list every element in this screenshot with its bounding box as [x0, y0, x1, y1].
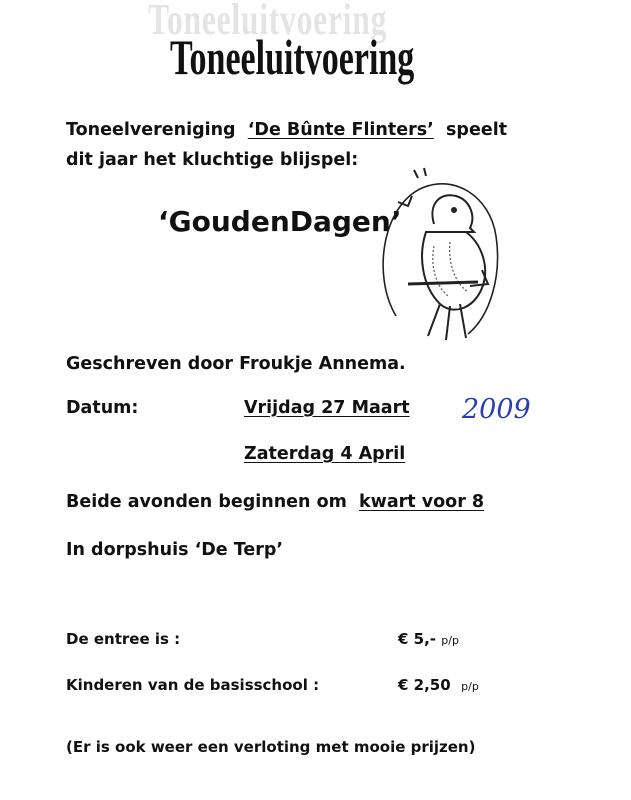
intro-prefix: Toneelvereniging [66, 120, 236, 140]
entry-label: De entree is : [66, 630, 181, 648]
date-label: Datum: [66, 398, 139, 418]
venue-line: In dorpshuis ‘De Terp’ [66, 540, 284, 560]
children-price-unit: p/p [461, 680, 479, 693]
intro-line-2: dit jaar het kluchtige blijspel: [66, 150, 359, 170]
children-price [398, 676, 479, 694]
time-line [66, 492, 484, 512]
entry-price-value: € 5,- [398, 630, 437, 648]
entry-price [398, 630, 459, 648]
poster-title: Toneeluitvoering [170, 29, 415, 85]
time-prefix: Beide avonden beginnen om [66, 492, 347, 512]
club-name: ‘De Bûnte Flinters’ [247, 120, 434, 140]
lottery-note: (Er is ook weer een verloting met mooie prijzen) [66, 738, 476, 756]
intro-suffix: speelt [446, 120, 508, 140]
children-price-value: € 2,50 [398, 676, 451, 694]
date-1: Vrijdag 27 Maart [244, 398, 410, 418]
intro-line-1 [66, 120, 507, 140]
date-2: Zaterdag 4 April [244, 444, 406, 464]
author-line: Geschreven door Froukje Annema. [66, 354, 406, 374]
entry-price-unit: p/p [441, 634, 459, 647]
singing-bird-icon [378, 166, 503, 346]
children-label: Kinderen van de basisschool : [66, 676, 320, 694]
play-title: ‘GoudenDagen’ [158, 205, 402, 238]
handwritten-year: 2009 [462, 394, 531, 425]
title-shadow: Toneeluitvoering [148, 0, 388, 44]
start-time: kwart voor 8 [359, 492, 485, 512]
